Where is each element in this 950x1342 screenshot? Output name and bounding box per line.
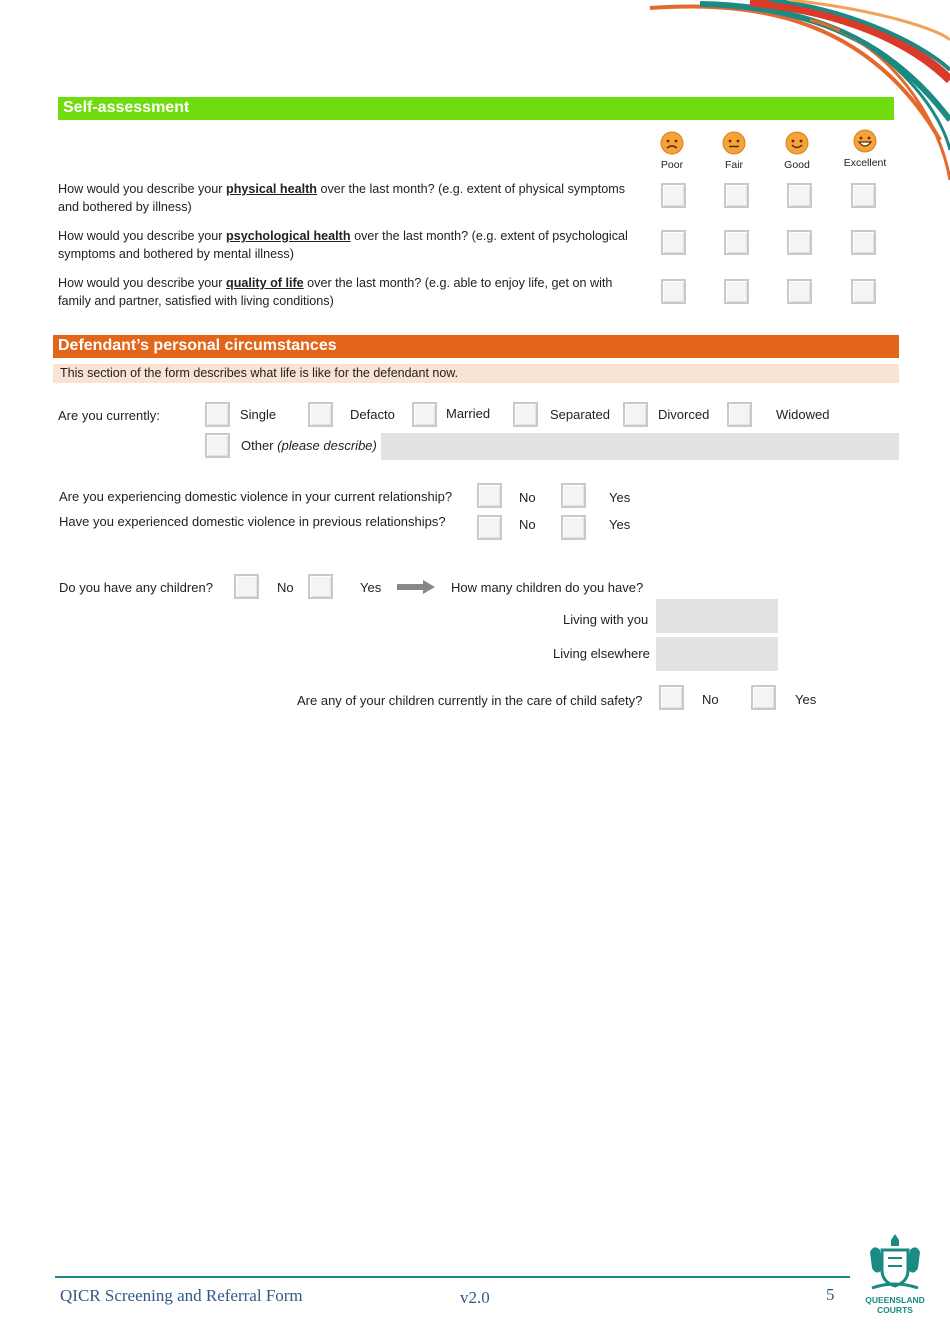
question-emphasis: quality of life	[226, 276, 304, 290]
divorced-checkbox[interactable]	[623, 402, 648, 427]
question-prefix: How would you describe your	[58, 229, 226, 243]
rating-label-fair: Fair	[724, 159, 744, 171]
children-yes-label: Yes	[360, 580, 382, 595]
child-safety-yes-checkbox[interactable]	[751, 685, 776, 710]
footer-form-title: QICR Screening and Referral Form	[60, 1286, 303, 1305]
arrow-right-icon	[397, 580, 435, 594]
dv-previous-yes-checkbox[interactable]	[561, 515, 586, 540]
other-describe-input[interactable]	[381, 433, 899, 460]
question-suffix: over the last month? (e.g. extent of psychological symptoms and bothered by mental illness)	[58, 229, 628, 261]
currently-label: Are you currently:	[58, 408, 160, 423]
widowed-label: Widowed	[776, 407, 830, 422]
quality-of-life-poor-checkbox[interactable]	[661, 279, 686, 304]
smiling-face-icon	[785, 131, 809, 155]
quality-of-life-good-checkbox[interactable]	[787, 279, 812, 304]
quality-of-life-fair-checkbox[interactable]	[724, 279, 749, 304]
neutral-face-icon	[722, 131, 746, 155]
self-assessment-header: Self-assessment	[58, 97, 894, 120]
physical-health-excellent-checkbox[interactable]	[851, 183, 876, 208]
living-elsewhere-label: Living elsewhere	[553, 646, 650, 661]
child-safety-yes-label: Yes	[795, 692, 817, 707]
married-label: Married	[446, 406, 491, 421]
circumstances-header: Defendant’s personal circumstances	[53, 335, 899, 358]
dv-current-no-label: No	[519, 490, 536, 505]
separated-label: Separated	[550, 407, 610, 422]
rating-label-excellent: Excellent	[843, 157, 887, 169]
psychological-health-fair-checkbox[interactable]	[724, 230, 749, 255]
child-safety-no-label: No	[702, 692, 719, 707]
question-quality-of-life	[58, 275, 638, 310]
children-no-checkbox[interactable]	[234, 574, 259, 599]
dv-current-no-checkbox[interactable]	[477, 483, 502, 508]
living-with-you-input[interactable]	[656, 599, 778, 633]
other-checkbox[interactable]	[205, 433, 230, 458]
other-label-text: Other	[241, 438, 274, 453]
dv-previous-no-checkbox[interactable]	[477, 515, 502, 540]
psychological-health-excellent-checkbox[interactable]	[851, 230, 876, 255]
child-safety-no-checkbox[interactable]	[659, 685, 684, 710]
dv-previous-no-label: No	[519, 517, 536, 532]
dv-current-question: Are you experiencing domestic violence in your current relationship?	[59, 489, 453, 504]
question-prefix: How would you describe your	[58, 182, 226, 196]
divorced-label: Divorced	[658, 407, 710, 422]
living-elsewhere-input[interactable]	[656, 637, 778, 671]
married-checkbox[interactable]	[412, 402, 437, 427]
physical-health-good-checkbox[interactable]	[787, 183, 812, 208]
footer-rule	[55, 1276, 850, 1278]
question-emphasis: physical health	[226, 182, 317, 196]
footer-version: v2.0	[460, 1288, 490, 1307]
how-many-children-label: How many children do you have?	[451, 580, 644, 595]
question-physical-health	[58, 181, 638, 216]
other-label	[241, 438, 377, 453]
quality-of-life-excellent-checkbox[interactable]	[851, 279, 876, 304]
dv-previous-question: Have you experienced domestic violence in previous relationships?	[59, 514, 446, 529]
dv-current-yes-label: Yes	[609, 490, 631, 505]
rating-label-poor: Poor	[660, 159, 684, 171]
dv-current-yes-checkbox[interactable]	[561, 483, 586, 508]
rating-label-good: Good	[784, 159, 810, 171]
single-checkbox[interactable]	[205, 402, 230, 427]
living-with-you-label: Living with you	[563, 612, 649, 627]
other-hint: (please describe)	[277, 438, 377, 453]
defacto-label: Defacto	[350, 407, 395, 422]
logo-line-2: COURTS	[877, 1305, 913, 1315]
children-no-label: No	[277, 580, 294, 595]
psychological-health-good-checkbox[interactable]	[787, 230, 812, 255]
sad-face-icon	[660, 131, 684, 155]
physical-health-poor-checkbox[interactable]	[661, 183, 686, 208]
question-prefix: How would you describe your	[58, 276, 226, 290]
child-safety-question: Are any of your children currently in the care of child safety?	[297, 693, 643, 708]
logo-line-1: QUEENSLAND	[865, 1295, 925, 1305]
question-suffix: over the last month? (e.g. extent of physical symptoms and bothered by illness)	[58, 182, 625, 214]
physical-health-fair-checkbox[interactable]	[724, 183, 749, 208]
question-psychological-health	[58, 228, 638, 263]
queensland-courts-crest-icon	[864, 1230, 926, 1294]
widowed-checkbox[interactable]	[727, 402, 752, 427]
psychological-health-poor-checkbox[interactable]	[661, 230, 686, 255]
circumstances-subheader: This section of the form describes what life is like for the defendant now.	[53, 364, 899, 383]
separated-checkbox[interactable]	[513, 402, 538, 427]
grinning-face-icon	[853, 129, 877, 153]
children-question: Do you have any children?	[59, 580, 213, 595]
single-label: Single	[240, 407, 277, 422]
children-yes-checkbox[interactable]	[308, 574, 333, 599]
question-emphasis: psychological health	[226, 229, 351, 243]
question-suffix: over the last month? (e.g. able to enjoy life, get on with family and partner, satisfied with living conditions)	[58, 276, 613, 308]
defacto-checkbox[interactable]	[308, 402, 333, 427]
dv-previous-yes-label: Yes	[609, 517, 631, 532]
footer-page-number: 5	[826, 1285, 835, 1304]
